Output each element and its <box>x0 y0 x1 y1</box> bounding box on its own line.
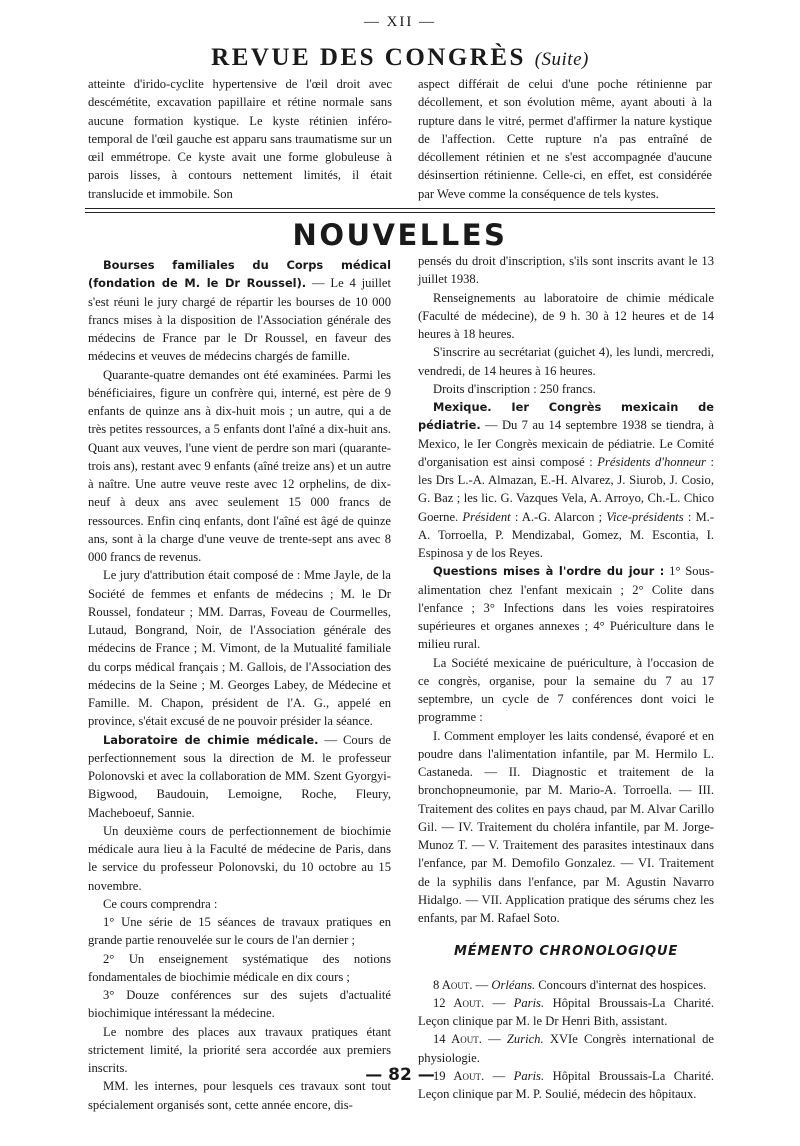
continued-paragraph-left: atteinte d'irido-cyclite hypertensive de l'œil droit avec descémétite, excavation papillaire et rétine normale sans aucune formation kystique. Le kyste rétinien inféro-temporal de l'œil gauche est apparu sans traumatisme sur un œil emmétrope. Ce kyste avait une forme globuleuse à parois lisses, à contours nettement limités, il était translucide et immobile. Son <box>88 77 392 201</box>
memento-text: XVIe Congrès international de physiologie. <box>418 1032 714 1065</box>
news-title: NOUVELLES <box>292 218 508 252</box>
memento-text: Hôpital Broussais-La Charité. Leçon clinique par M. P. Soulié, médecin des hôpitaux. <box>418 1068 715 1101</box>
section-rule-top <box>85 208 715 209</box>
label-presidents-honneur: Présidents d'honneur <box>597 454 706 469</box>
memento-entry: 14 Aout. — Zurich. XVIe Congrès international de physiologie. <box>418 1032 714 1065</box>
memento-title: MÉMENTO CHRONOLOGIQUE <box>453 944 679 960</box>
labo-paragraph-12: Droits d'inscription : 250 francs. <box>433 381 596 396</box>
label-president: Président <box>462 509 511 524</box>
top-left-column <box>88 75 392 203</box>
labo-paragraph-11: S'inscrire au secrétariat (guichet 4), les lundi, mercredi, vendredi, de 14 heures à 16 heures. <box>418 345 714 378</box>
memento-text: Concours d'internat des hospices. <box>538 977 707 992</box>
mexique-paragraph-3: I. Comment employer les laits condensé, évaporé et en poudre dans l'alimentation infantile, par M. Hermilo L. Castaneda. — II. Diagnostic et traitement de la bronchopneumonie, par M. Mario-A. Torroella. — III. Traitement des colites en pays chaud, par M. Alvar Carillo Gil. — IV. Traitement du choléra infantile, par M. Jorge-Munoz T. — V. Traitement des parasites intestinaux dans l'enfance, par M. Demofilo Gonzalez. — VI. Traitement de la syphilis dans l'enfance, par M. Agustin Navarro Hidalgo. — VII. Application pratique des sérums chez les enfants, par M. Rafael Soto. <box>418 728 714 925</box>
memento-city: Orléans. <box>491 977 536 992</box>
memento-date: 14 Aout. <box>433 1032 482 1047</box>
memento-entry: 8 Aout. — Orléans. Concours d'internat des hospices. <box>433 977 707 992</box>
section-rule-bottom <box>85 212 715 213</box>
labo-paragraph-4: 1° Une série de 15 séances de travaux pratiques en grande partie renouvelée sur le cours de l'an dernier ; <box>88 915 391 948</box>
labo-paragraph-9: pensés du droit d'inscription, s'ils sont inscrits avant le 13 juillet 1938. <box>418 254 714 287</box>
labo-paragraph-3: Ce cours comprendra : <box>103 896 218 911</box>
mexique-text-1c: : A.-G. Alarcon ; <box>514 509 603 524</box>
labo-paragraph-5: 2° Un enseignement systématique des notions fondamentales de biochimie médicale en dix cours ; <box>88 951 391 984</box>
mexique-text-1: — Du 7 au 14 septembre 1938 se tiendra, à Mexico, le Ier Congrès mexicain de pédiatrie. Le Comité d'organisation est ainsi composé : <box>418 418 714 469</box>
top-right-column <box>418 75 712 203</box>
memento-entry: 12 Aout. — Paris. Hôpital Broussais-La Charité. Leçon clinique par M. le Dr Henri Bith, assistant. <box>418 995 715 1028</box>
running-head <box>0 44 800 72</box>
labo-paragraph-7: Le nombre des places aux travaux pratiques étant strictement limité, la priorité sera accordée aux premiers inscrits. <box>88 1024 391 1075</box>
labo-paragraph-8: MM. les internes, pour lesquels ces travaux sont tout spécialement organisés sont, cette année encore, dis- <box>88 1079 391 1112</box>
labo-paragraph-2: Un deuxième cours de perfectionnement de biochimie médicale aura lieu à la Faculté de médecine de Paris, dans le service du professeur Polonovski, du 10 octobre au 15 novembre. <box>88 823 391 893</box>
memento-entry: 19 Aout. — Paris. Hôpital Broussais-La Charité. Leçon clinique par M. P. Soulié, médecin des hôpitaux. <box>418 1068 715 1101</box>
questions-paragraph <box>418 562 714 653</box>
page-number: — 82 — <box>365 1065 435 1085</box>
labo-paragraph-10: Renseignements au laboratoire de chimie médicale (Faculté de médecine), de 9 h. 30 à 12 heures et de 14 heures à 18 heures. <box>418 290 714 341</box>
labo-heading: Laboratoire de chimie médicale. <box>103 732 319 747</box>
bourses-paragraph-1 <box>88 256 391 366</box>
mexique-text-1b: : les Drs L.-A. Almazan, E.-H. Alvarez, J. Siurob, J. Cosio, G. Baz ; les lic. G. Vazques Vela, A. Arroyo, Ch.-L. Chico Goerne. <box>418 454 714 524</box>
labo-paragraph-6: 3° Douze conférences sur des sujets d'actualité biochimique intéressant la médecine. <box>88 988 391 1021</box>
questions-text: 1° Sous-alimentation chez l'enfant mexicain ; 2° Colite dans l'enfance ; 3° Infections dans les voies respiratoires supérieures et organes annexes ; 4° Puériculture dans le milieu rural. <box>418 564 714 652</box>
label-vice-presidents: Vice-présidents <box>606 509 684 524</box>
mexique-paragraph-1 <box>418 398 714 562</box>
mexique-heading: Mexique. Ier Congrès mexicain de pédiatrie. <box>418 400 714 433</box>
memento-date: 19 Aout. <box>433 1068 485 1083</box>
labo-paragraph-1 <box>88 731 391 822</box>
memento-date: 8 Aout. <box>433 977 473 992</box>
memento-city: Paris. <box>513 1068 545 1083</box>
questions-heading: Questions mises à l'ordre du jour : <box>433 564 665 579</box>
memento-city: Paris. <box>513 995 545 1010</box>
bourses-text-1: — Le 4 juillet s'est réuni le jury chargé de répartir les bourses de 10 000 francs mises à la disposition de l'Association générale des médecins de France par le Dr Roussel, en faveur des médecins et veuves de médecins chargés de famille. <box>88 276 391 364</box>
bourses-paragraph-3: Le jury d'attribution était composé de : Mme Jayle, de la Société de femmes et enfants de médecins ; M. le Dr Roussel, fondateur ; MM. Darras, Foveau de Courmelles, Lutaud, Bongrand, Noir, de l'Association générale des médecins de France ; M. Vimont, de la Mutualité familiale du corps médical français ; M. Gallois, de l'Association des médecins de la Seine ; M. Georges Labey, de Médecine et Famille. M. Chapon, président de l'A. G., appelé en province, s'était excusé de ne pouvoir présider la séance. <box>88 568 391 729</box>
mexique-paragraph-2: La Société mexicaine de puériculture, à l'occasion de ce congrès, organise, pour la semaine du 7 au 17 septembre, un cycle de 7 conférences dont voici le programme : <box>418 655 714 725</box>
section-suffix: (Suite) <box>534 49 589 70</box>
memento-text: Hôpital Broussais-La Charité. Leçon clinique par M. le Dr Henri Bith, assistant. <box>418 995 715 1028</box>
section-title: REVUE DES CONGRÈS <box>211 44 526 71</box>
mexique-text-1d: : M.-A. Torroella, P. Mendizabal, Gomez, M. Escontia, I. Espinosa y de los Reyes. <box>418 509 715 560</box>
labo-text-1: — Cours de perfectionnement sous la direction de M. le professeur Polonovski et avec la collaboration de MM. Szent Gyorgyi-Bigwood, Baudouin, Lemoigne, Roche, Fleury, Macheboeuf, Sannie. <box>88 732 391 820</box>
page-number-roman: — XII — <box>363 14 437 30</box>
memento-city: Zurich. <box>506 1032 544 1047</box>
continued-paragraph-right: aspect différait de celui d'une poche rétinienne par décollement, et son évolution même, ayant abouti à la rupture dans le vitré, permet d'affirmer la nature kystique de l'affection. Cette rupture n'a pas entraîné de décollement rétinien et ne s'est accompagnée d'aucune désinsertion rétinienne. Celle-ci, en effet, est considérée par Weve comme la conséquence de tels kystes. <box>418 77 712 201</box>
memento-date: 12 Aout. <box>433 995 485 1010</box>
news-left-column <box>88 256 391 1114</box>
bourses-paragraph-2: Quarante-quatre demandes ont été examinées. Parmi les bénéficiaires, figure un confrère qui, interné, est père de 9 enfants de quinze ans à dix-huit mois ; un autre, qui a de très petites ressources, a 5 enfants dont l'aîné a dix-huit ans. Quant aux veuves, l'une vient de perdre son mari (quarante-trois ans), restant avec 9 enfants (aîné treize ans) et un autre à naître. Une autre veuve reste avec 12 orphelins, de dix-neuf à deux ans avec seulement 15 000 francs de ressources. Enfin cinq enfants, dont l'aîné est âgé de quinze ans, sont à la charge d'une veuve de trente-sept ans avec 8 000 francs de revenus. <box>88 367 391 564</box>
news-right-column <box>418 252 714 1103</box>
bourses-heading: Bourses familiales du Corps médical (fondation de M. le Dr Roussel). <box>88 258 391 291</box>
